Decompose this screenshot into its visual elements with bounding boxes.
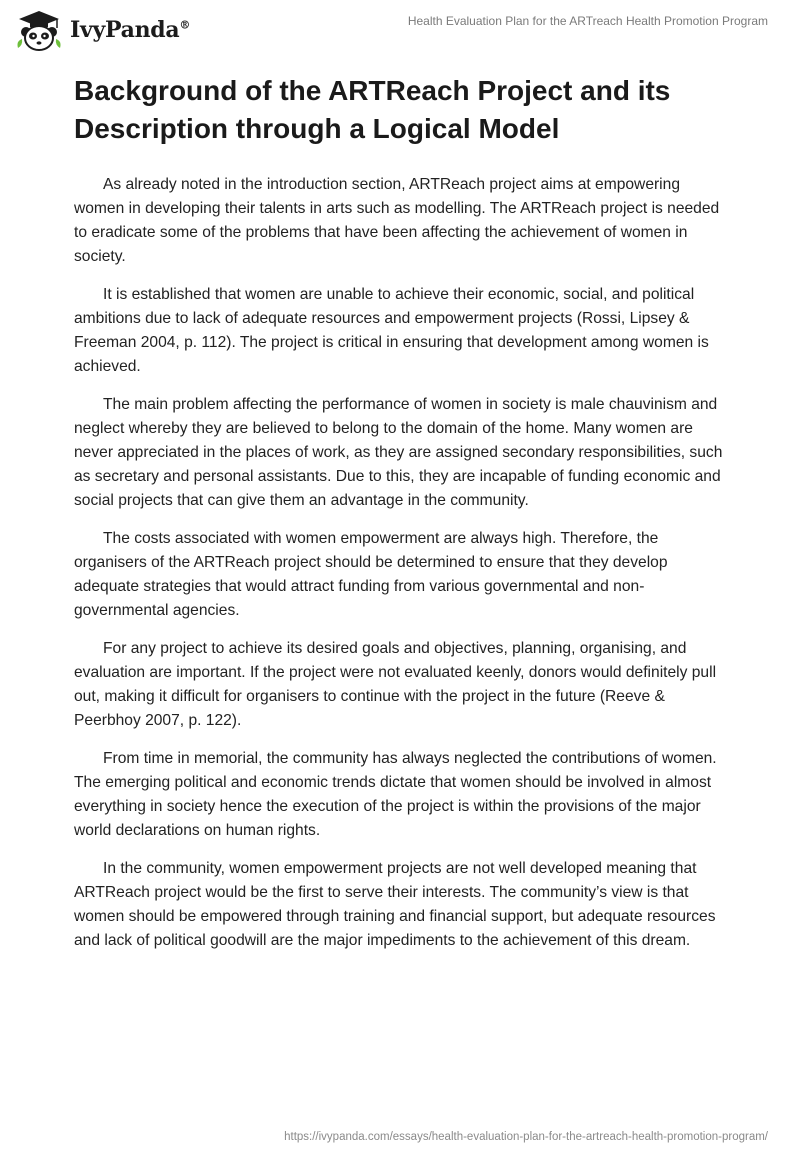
paragraph: It is established that women are unable to achieve their economic, social, and political ambitions due to lack of adequate resources and empowerment projects (Rossi, Lipsey & Freeman 2004, p. 112). The project is critical in ensuring that development among women is achieved. [74,286,709,375]
paragraph: As already noted in the introduction section, ARTReach project aims at empowering women in developing their talents in arts such as modelling. The ARTReach project is needed to eradicate some of the problems that have been affecting the achievement of women in society. [74,176,720,265]
article-heading: Background of the ARTReach Project and its Description through a Logical Model [74,75,671,144]
paragraph: In the community, women empowerment projects are not well developed meaning that ARTReach project would be the first to serve their interests. The community’s view is that women should be empowered through training and financial support, but adequate resources and lack of political goodwill are the major impediments to the achievement of this dream. [74,860,716,949]
panda-graduate-icon [14,8,64,52]
logo-wordmark: IvyPanda® [70,17,191,43]
paragraph: The costs associated with women empowerment are always high. Therefore, the organisers of the ARTReach project should be determined to ensure that they develop adequate strategies that would attract funding from various governmental and non-governmental agencies. [74,530,668,619]
source-url[interactable]: https://ivypanda.com/essays/health-evaluation-plan-for-the-artreach-health-promotion-program/ [284,1131,768,1143]
ivypanda-logo[interactable] [14,8,190,52]
paragraph: The main problem affecting the performance of women in society is male chauvinism and neglect whereby they are believed to belong to the domain of the home. Many women are never appreciated in the places of work, as they are assigned secondary responsibilities, such as secretary and personal assistants. Due to this, they are incapable of funding economic and social projects that can give them an advantage in the community. [74,396,723,509]
page-header [0,0,800,60]
document-title: Health Evaluation Plan for the ARTreach Health Promotion Program [407,14,768,28]
article-body [74,173,726,967]
paragraph: For any project to achieve its desired goals and objectives, planning, organising, and evaluation are important. If the project were not evaluated keenly, donors would definitely pull out, making it difficult for organisers to continue with the project in the future (Reeve & Peerbhoy 2007, p. 122). [74,640,717,729]
paragraph: From time in memorial, the community has always neglected the contributions of women. The emerging political and economic trends dictate that women should be involved in almost everything in society hence the execution of the project is within the provisions of the major world declarations on human rights. [74,750,717,839]
